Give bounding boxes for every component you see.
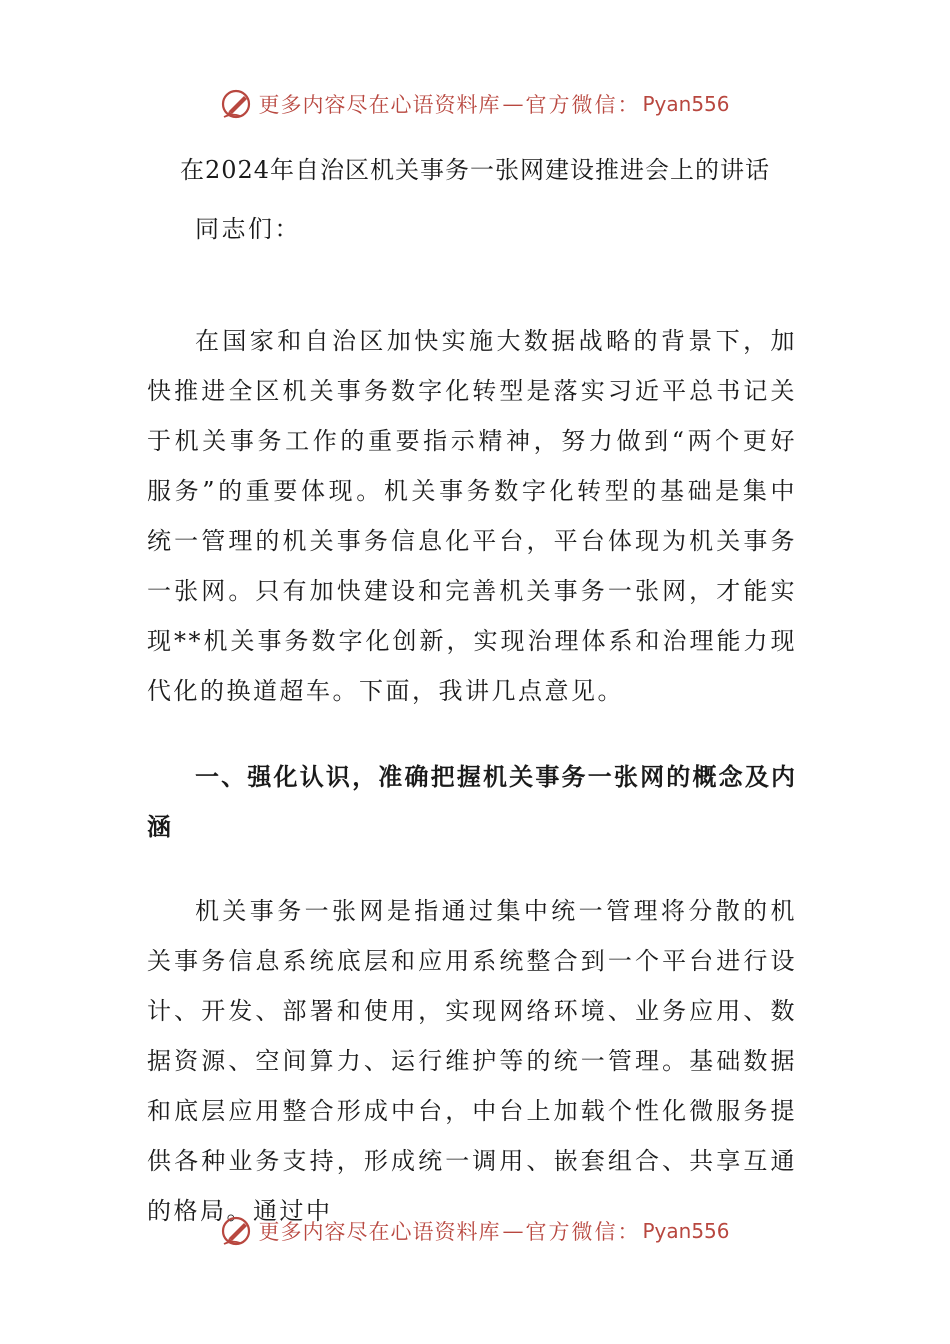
watermark-wechat-id: Pyan556: [642, 92, 730, 116]
pen-logo-icon: [220, 1214, 254, 1248]
paragraph-intro: 在国家和自治区加快实施大数据战略的背景下，加快推进全区机关事务数字化转型是落实习近平总书记关于机关事务工作的重要指示精神，努力做到“两个更好服务”的重要体现。机关事务数字化转型的基础是集中统一管理的机关事务信息化平台，平台体现为机关事务一张网。只有加快建设和完善机关事务一张网，才能实现**机关事务数字化创新，实现治理体系和治理能力现代化的换道超车。下面，我讲几点意见。: [147, 327, 797, 705]
footer-watermark: [0, 1211, 950, 1251]
header-watermark: [0, 84, 950, 124]
watermark-dash: —: [502, 1219, 524, 1243]
watermark-dash: —: [502, 92, 524, 116]
document-title: 在2024年自治区机关事务一张网建设推进会上的讲话: [179, 156, 771, 184]
paragraph-section-1: 机关事务一张网是指通过集中统一管理将分散的机关事务信息系统底层和应用系统整合到一个平台进行设计、开发、部署和使用，实现网络环境、业务应用、数据资源、空间算力、运行维护等的统一管理。基础数据和底层应用整合形成中台，中台上加载个性化微服务提供各种业务支持，形成统一调用、嵌套组合、共享互通的格局。通过中: [147, 897, 797, 1225]
watermark-slogan: 更多内容尽在心语资料库: [258, 93, 501, 117]
greeting: 同志们：: [195, 215, 301, 243]
section-heading-1: 一、强化认识，准确把握机关事务一张网的概念及内涵: [147, 763, 797, 841]
watermark-slogan: 更多内容尽在心语资料库: [258, 1220, 501, 1244]
watermark-wechat-id: Pyan556: [642, 1219, 730, 1243]
watermark-official-label: 官方微信：: [525, 1220, 641, 1244]
watermark-official-label: 官方微信：: [525, 93, 641, 117]
pen-logo-icon: [220, 87, 254, 121]
